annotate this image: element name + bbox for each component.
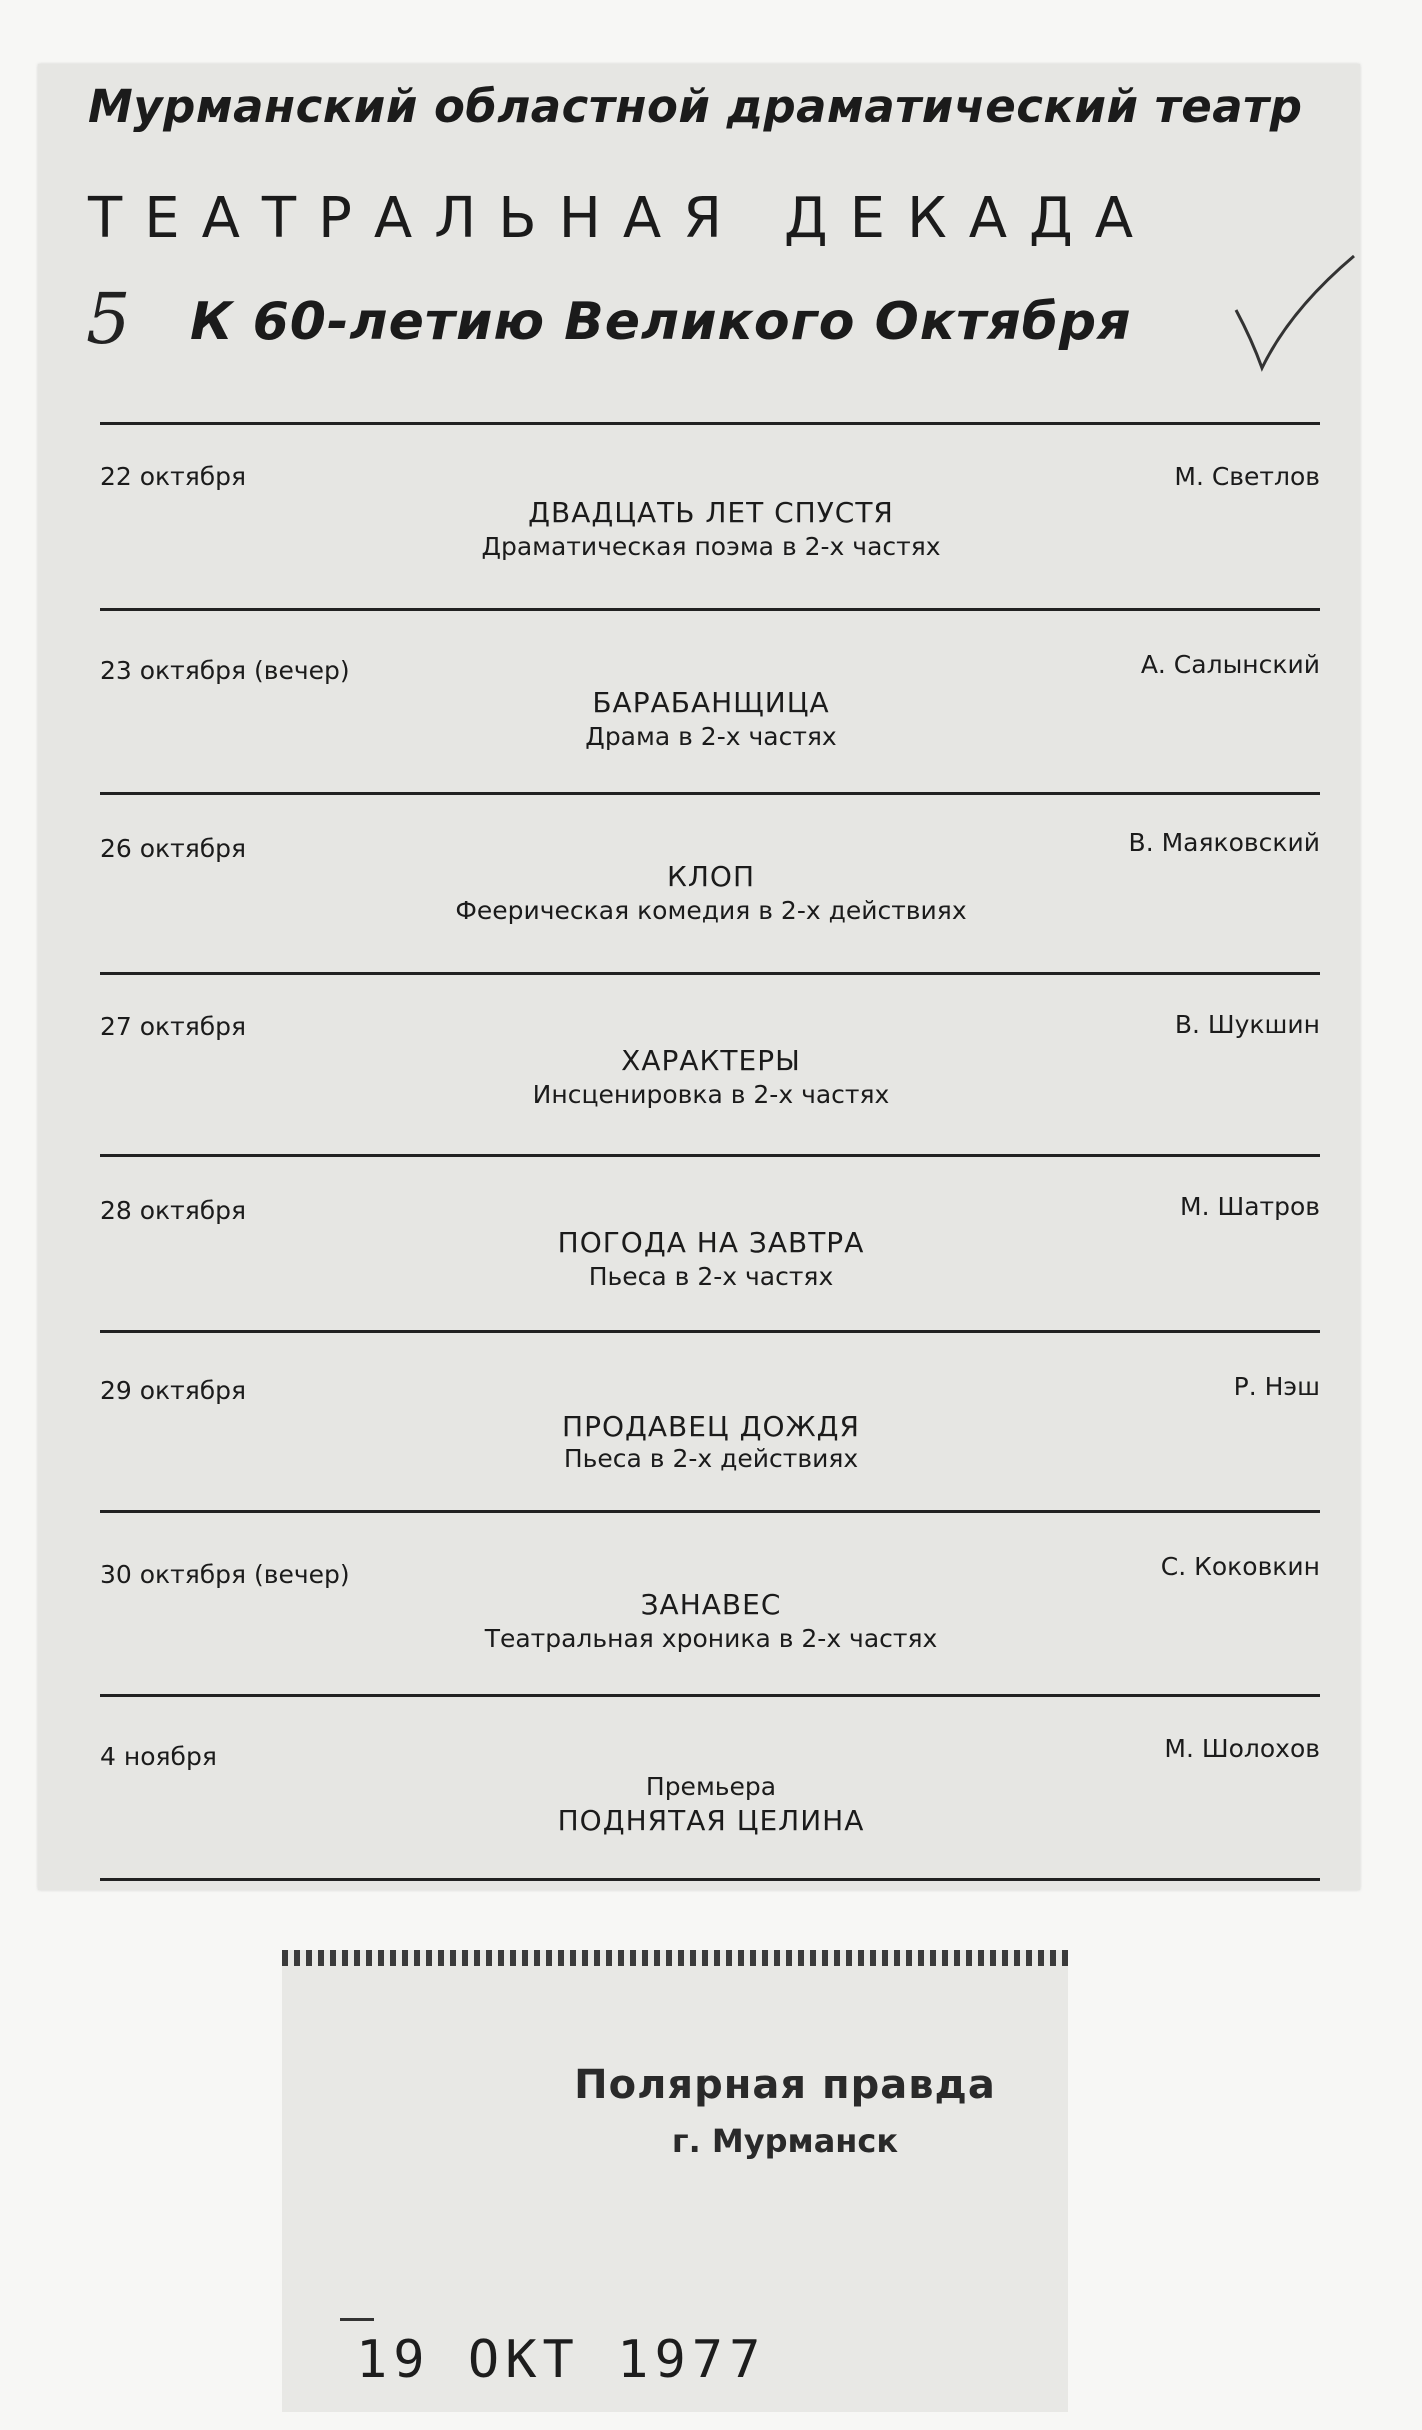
performance-description: Инсценировка в 2-х частях: [532, 1080, 890, 1109]
performance-title: ПОДНЯТАЯ ЦЕЛИНА: [557, 1804, 865, 1837]
performance-title: ХАРАКТЕРЫ: [621, 1044, 801, 1077]
divider: [100, 972, 1320, 975]
stamp-date: 19 ОКТ 1977: [356, 2330, 767, 2390]
performance-date: 30 октября (вечер): [100, 1560, 350, 1589]
perforated-edge: [282, 1950, 1068, 1966]
performance-title: ПОГОДА НА ЗАВТРА: [557, 1226, 865, 1259]
performance-description: Пьеса в 2-х действиях: [563, 1444, 859, 1473]
performance-date: 26 октября: [100, 834, 247, 863]
performance-date: 4 ноября: [100, 1742, 217, 1771]
performance-title: БАРАБАНЩИЦА: [592, 686, 830, 719]
divider: [100, 1694, 1320, 1697]
performance-description: Театральная хроника в 2-х частях: [484, 1624, 938, 1653]
performance-date: 28 октября: [100, 1196, 247, 1225]
divider: [100, 608, 1320, 611]
anniversary-subtitle: К 60-летию Великого Октября: [190, 292, 1132, 352]
divider: [100, 1330, 1320, 1333]
handwritten-mark: 5: [86, 278, 131, 360]
newspaper-name: Полярная правда: [574, 2062, 996, 2108]
performance-title: ЗАНАВЕС: [640, 1588, 782, 1621]
performance-author: В. Шукшин: [1174, 1010, 1320, 1039]
divider: [100, 422, 1320, 425]
performance-date: 22 октября: [100, 462, 247, 491]
performance-author: М. Шатров: [1180, 1192, 1320, 1221]
performance-description: Феерическая комедия в 2-х действиях: [455, 896, 967, 925]
decade-title: ТЕАТРАЛЬНАЯ ДЕКАДА: [88, 186, 1156, 251]
performance-author: М. Светлов: [1174, 462, 1320, 491]
divider: [100, 1154, 1320, 1157]
performance-description: Драма в 2-х частях: [585, 722, 837, 751]
premiere-label: Премьера: [645, 1772, 777, 1801]
theatre-name: Мурманский областной драматический театр: [88, 80, 1303, 133]
performance-date: 27 октября: [100, 1012, 247, 1041]
performance-author: В. Маяковский: [1128, 828, 1320, 857]
checkmark-icon: [1230, 250, 1360, 380]
divider: [100, 1878, 1320, 1881]
performance-title: КЛОП: [666, 860, 756, 893]
performance-author: М. Шолохов: [1164, 1734, 1320, 1763]
performance-title: ДВАДЦАТЬ ЛЕТ СПУСТЯ: [528, 496, 894, 529]
performance-description: Драматическая поэма в 2-х частях: [481, 532, 941, 561]
divider: [100, 792, 1320, 795]
performance-title: ПРОДАВЕЦ ДОЖДЯ: [562, 1410, 860, 1443]
performance-date: 23 октября (вечер): [100, 656, 350, 685]
performance-author: Р. Нэш: [1233, 1372, 1320, 1401]
divider: [100, 1510, 1320, 1513]
stamp-dash: [340, 2318, 374, 2321]
performance-date: 29 октября: [100, 1376, 247, 1405]
performance-author: А. Салынский: [1140, 650, 1320, 679]
performance-description: Пьеса в 2-х частях: [588, 1262, 834, 1291]
performance-author: С. Коковкин: [1160, 1552, 1320, 1581]
newspaper-city: г. Мурманск: [671, 2122, 899, 2160]
